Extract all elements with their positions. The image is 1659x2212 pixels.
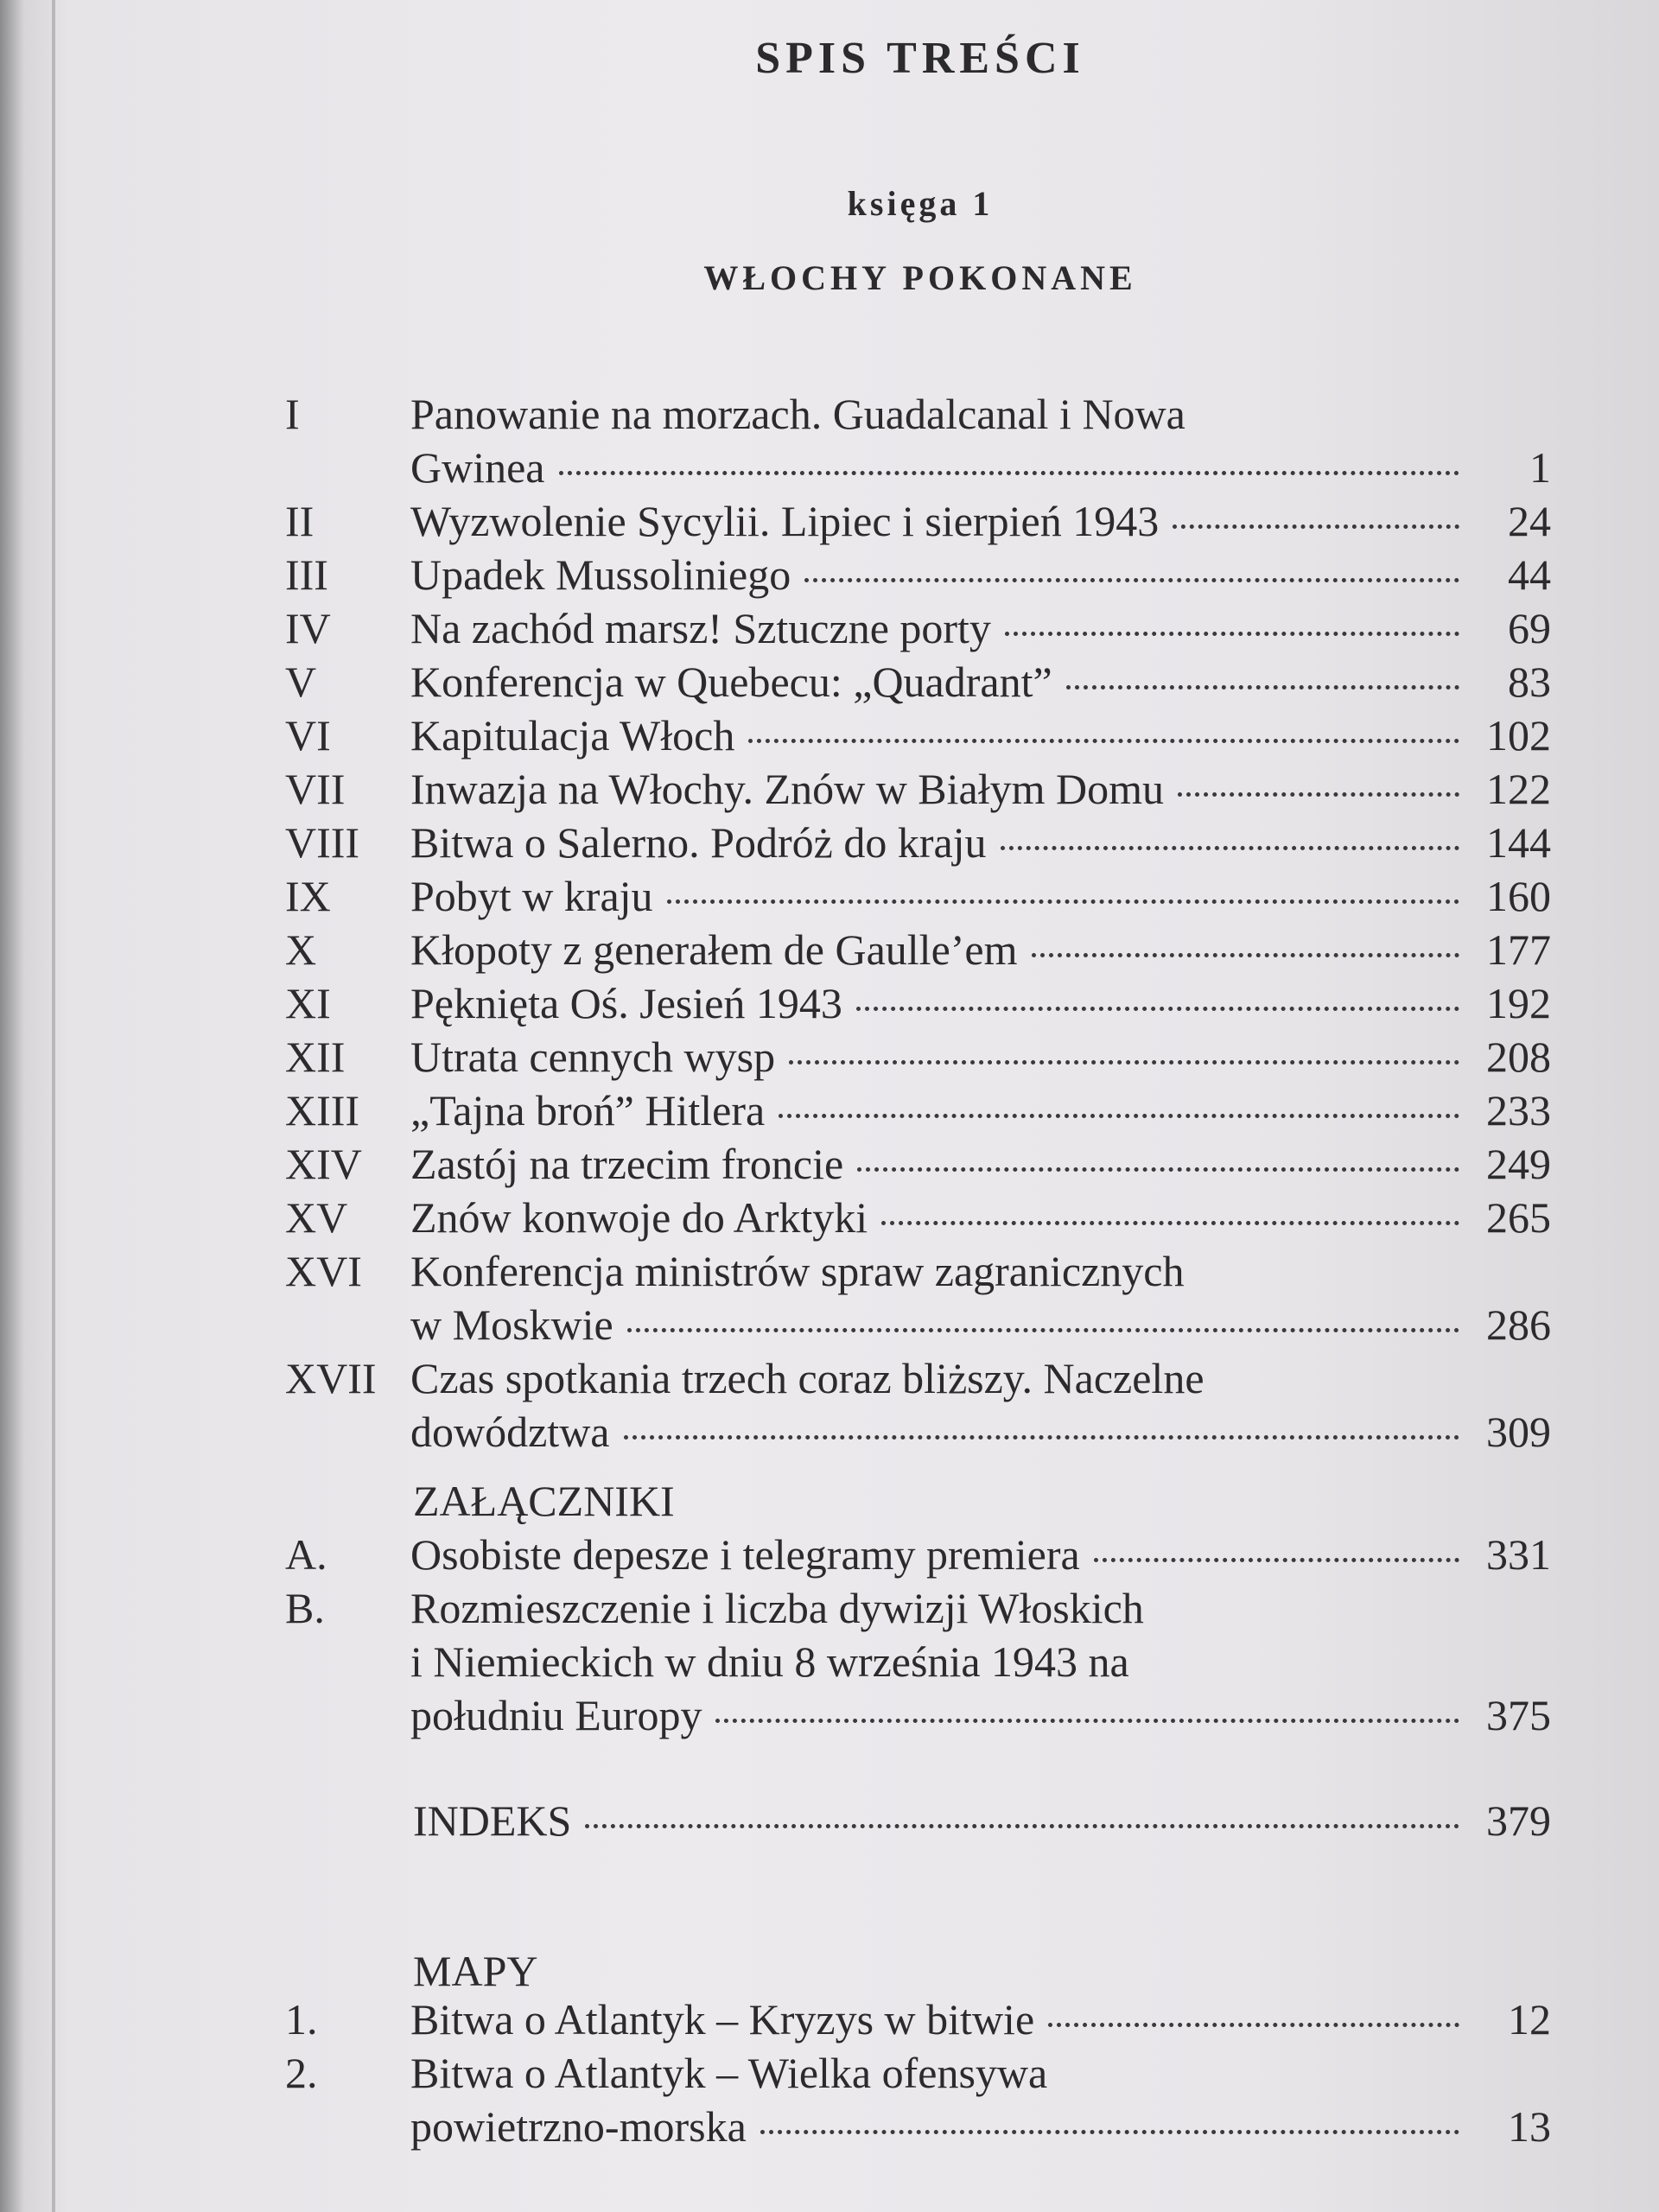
entry-title: Pęknięta Oś. Jesień 1943 — [410, 979, 842, 1027]
entry-number: XIII — [285, 1086, 360, 1135]
dot-leader — [627, 1325, 1459, 1332]
dot-leader — [779, 1110, 1459, 1118]
entry-number: XVI — [285, 1247, 362, 1295]
entry-number: VI — [285, 711, 331, 760]
entry-title: Bitwa o Salerno. Podróż do kraju — [410, 818, 987, 867]
page-number: 208 — [1486, 1033, 1551, 1081]
toc-entry — [0, 655, 1659, 709]
dot-leader — [881, 1217, 1459, 1225]
entry-number: 2. — [285, 2049, 318, 2097]
dot-leader — [1005, 628, 1459, 636]
page-number: 102 — [1486, 711, 1551, 760]
entry-title-line — [410, 1581, 1551, 1635]
toc-entry — [0, 709, 1659, 762]
dot-leader — [1066, 682, 1459, 690]
appendices-heading: ZAŁĄCZNIKI — [413, 1477, 675, 1525]
toc-entry — [0, 923, 1659, 976]
entry-title: Inwazja na Włochy. Znów w Białym Domu — [410, 765, 1165, 813]
toc-entry — [0, 1191, 1659, 1244]
entry-title: i Niemieckich w dniu 8 września 1943 na — [410, 1637, 1129, 1686]
entry-title-line — [410, 709, 1551, 762]
entry-number: VII — [285, 765, 346, 813]
dot-leader — [1178, 789, 1459, 797]
page-number: 83 — [1508, 658, 1551, 706]
entry-title: Upadek Mussoliniego — [410, 550, 791, 599]
page-number: 265 — [1486, 1193, 1551, 1242]
dot-leader — [1048, 2019, 1459, 2027]
toc-entry — [0, 1581, 1659, 1742]
entry-title-line — [410, 1191, 1551, 1244]
entry-number: V — [285, 658, 317, 706]
toc-entry — [0, 1528, 1659, 1581]
toc-entry — [0, 494, 1659, 548]
entry-number: VIII — [285, 818, 360, 867]
toc-entry — [0, 869, 1659, 923]
index-heading: INDEKS — [413, 1796, 572, 1845]
toc-entry — [0, 387, 1659, 494]
page-number: 192 — [1486, 979, 1551, 1027]
toc-entry — [0, 1137, 1659, 1191]
entry-title: Utrata cennych wysp — [410, 1033, 776, 1081]
entry-number: IX — [285, 872, 331, 920]
entry-title-line — [410, 2046, 1551, 2100]
entry-title: w Moskwie — [410, 1300, 613, 1349]
entry-title-line — [410, 923, 1551, 976]
entry-number: XVII — [285, 1354, 377, 1402]
entry-title-line — [410, 1084, 1551, 1137]
toc-entry — [0, 1351, 1659, 1459]
entry-number: XI — [285, 979, 331, 1027]
entry-title-line — [410, 816, 1551, 869]
page-number: 12 — [1508, 1995, 1551, 2044]
page-number: 309 — [1486, 1408, 1551, 1456]
entry-title: Zastój na trzecim froncie — [410, 1140, 844, 1188]
dot-leader — [804, 575, 1459, 582]
dot-leader — [559, 467, 1460, 475]
dot-leader — [667, 896, 1459, 904]
dot-leader — [857, 1164, 1459, 1172]
entry-number: A. — [285, 1530, 327, 1579]
entry-title: Czas spotkania trzech coraz bliższy. Naczelne — [410, 1354, 1205, 1402]
toc-entry — [0, 1084, 1659, 1137]
entry-title-line — [410, 1688, 1551, 1742]
index-line — [413, 1794, 1551, 1847]
entry-title-line — [410, 1528, 1551, 1581]
entry-title-line — [410, 1993, 1551, 2046]
entry-title-line — [410, 976, 1551, 1030]
page-number: 1 — [1529, 443, 1551, 492]
dot-leader — [1032, 950, 1460, 957]
toc-entry — [0, 1030, 1659, 1084]
page-number: 13 — [1508, 2102, 1551, 2151]
page-number: 122 — [1486, 765, 1551, 813]
entry-title: dowództwa — [410, 1408, 610, 1456]
entry-title-line — [410, 1298, 1551, 1351]
entry-title: Bitwa o Atlantyk – Kryzys w bitwie — [410, 1995, 1035, 2044]
entry-title: Panowanie na morzach. Guadalcanal i Nowa — [410, 390, 1185, 438]
toc-entry — [0, 1244, 1659, 1351]
entry-number: I — [285, 390, 300, 438]
book-title: WŁOCHY POKONANE — [703, 258, 1137, 297]
entry-title: Gwinea — [410, 443, 545, 492]
entry-title: Konferencja ministrów spraw zagranicznych — [410, 1247, 1185, 1295]
toc-entry — [0, 816, 1659, 869]
dot-leader — [715, 1715, 1459, 1723]
entry-title-line — [410, 1351, 1551, 1405]
dot-leader — [585, 1821, 1459, 1828]
entry-title-line — [410, 1405, 1551, 1459]
page-number: 69 — [1508, 604, 1551, 652]
entry-title-line — [410, 1635, 1551, 1688]
toc-entry — [0, 2046, 1659, 2153]
book-label: księga 1 — [847, 184, 994, 223]
entry-title: Wyzwolenie Sycylii. Lipiec i sierpień 1943 — [410, 497, 1160, 545]
toc-entry — [0, 548, 1659, 601]
page-number: 286 — [1486, 1300, 1551, 1349]
entry-title: Bitwa o Atlantyk – Wielka ofensywa — [410, 2049, 1048, 2097]
entry-number: XII — [285, 1033, 346, 1081]
entry-title: Osobiste depesze i telegramy premiera — [410, 1530, 1080, 1579]
entry-title-line — [410, 869, 1551, 923]
entry-title: „Tajna broń” Hitlera — [410, 1086, 766, 1135]
page-number: 24 — [1508, 497, 1551, 545]
entry-title-line — [410, 601, 1551, 655]
entry-number: B. — [285, 1584, 325, 1632]
page-number: 160 — [1486, 872, 1551, 920]
entry-title-line — [410, 655, 1551, 709]
dot-leader — [1094, 1554, 1459, 1562]
entry-title-line — [410, 494, 1551, 548]
toc-entry — [0, 976, 1659, 1030]
page-number: 375 — [1486, 1691, 1551, 1739]
page-title: SPIS TREŚCI — [755, 34, 1085, 83]
entry-title: południu Europy — [410, 1691, 702, 1739]
entry-title-line — [410, 441, 1551, 494]
entry-title-line — [410, 548, 1551, 601]
entry-title-line — [410, 1030, 1551, 1084]
page-number: 177 — [1486, 925, 1551, 974]
entry-number: X — [285, 925, 317, 974]
entry-title-line — [410, 762, 1551, 816]
entry-number: XV — [285, 1193, 348, 1242]
toc-entry — [0, 1993, 1659, 2046]
entry-title: Znów konwoje do Arktyki — [410, 1193, 868, 1242]
toc-entry — [0, 762, 1659, 816]
dot-leader — [1001, 842, 1459, 850]
entry-number: II — [285, 497, 315, 545]
entry-title-line — [410, 387, 1551, 441]
page-number: 44 — [1508, 550, 1551, 599]
page-number: 249 — [1486, 1140, 1551, 1188]
entry-number: IV — [285, 604, 331, 652]
dot-leader — [1173, 521, 1459, 529]
entry-title-line — [410, 1137, 1551, 1191]
dot-leader — [760, 2126, 1459, 2134]
maps-heading: MAPY — [413, 1947, 538, 1995]
entry-number: 1. — [285, 1995, 318, 2044]
entry-title: Na zachód marsz! Sztuczne porty — [410, 604, 991, 652]
entry-title: Kłopoty z generałem de Gaulle’em — [410, 925, 1018, 974]
page-number: 331 — [1486, 1530, 1551, 1579]
dot-leader — [856, 1003, 1459, 1011]
dot-leader — [789, 1057, 1459, 1065]
entry-title: Kapitulacja Włoch — [410, 711, 735, 760]
toc-entry — [0, 601, 1659, 655]
entry-title: Pobyt w kraju — [410, 872, 653, 920]
entry-title-line — [410, 2100, 1551, 2153]
entry-title-line — [410, 1244, 1551, 1298]
page-number: 379 — [1486, 1796, 1551, 1845]
entry-title: Konferencja w Quebecu: „Quadrant” — [410, 658, 1052, 706]
entry-number: III — [285, 550, 328, 599]
page-number: 233 — [1486, 1086, 1551, 1135]
entry-number: XIV — [285, 1140, 362, 1188]
dot-leader — [624, 1432, 1460, 1440]
entry-title: powietrzno-morska — [410, 2102, 747, 2151]
dot-leader — [748, 735, 1459, 743]
entry-title: Rozmieszczenie i liczba dywizji Włoskich — [410, 1584, 1144, 1632]
page-number: 144 — [1486, 818, 1551, 867]
